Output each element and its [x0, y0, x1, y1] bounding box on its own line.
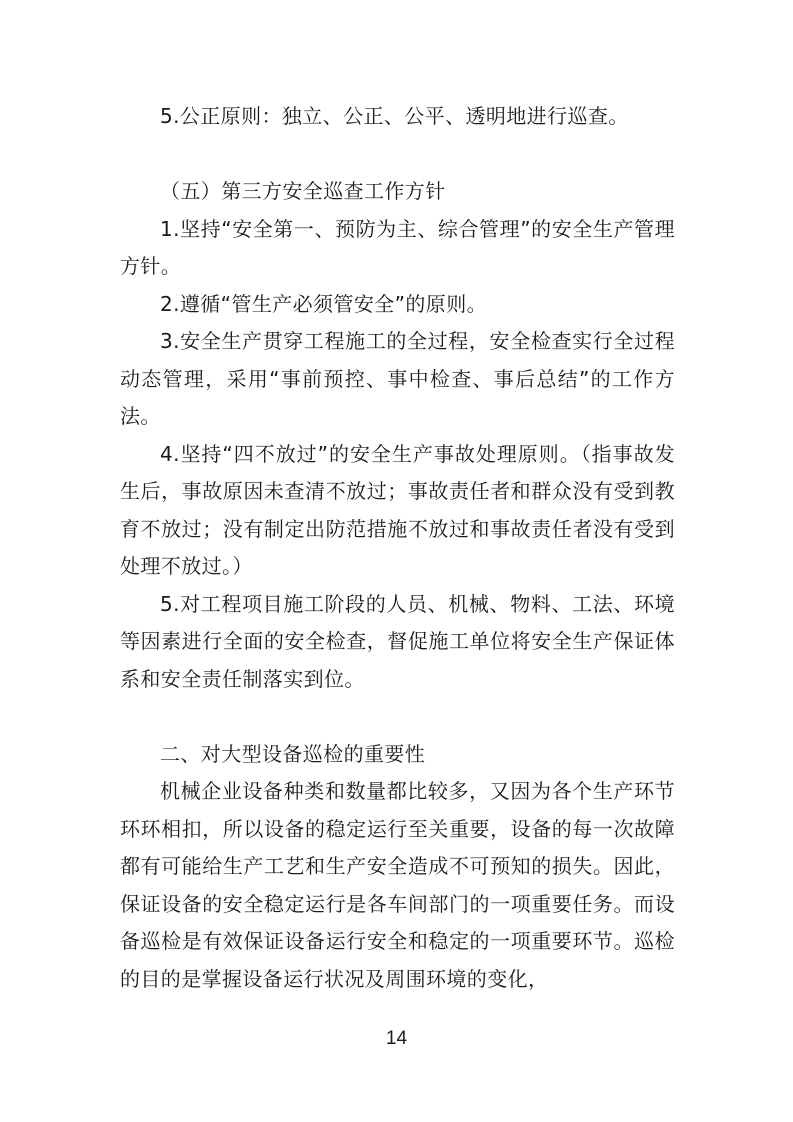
- section-heading-five: （五）第三方安全巡查工作方针: [160, 179, 446, 203]
- paragraph-inspection-importance: 机械企业设备种类和数量都比较多，又因为各个生产环节环环相扣，所以设备的稳定运行至关重要，设备的每一次故障都有可能给生产工艺和生产安全造成不可预知的损失。因此，保证设备的安全稳定运行是各车间部门的一项重要任务。而设备巡检是有效保证设备运行安全和稳定的一项重要环节。巡检的目的是掌握设备运行状况及周围环境的变化，: [120, 779, 675, 991]
- section-heading-two: 二、对大型设备巡检的重要性: [160, 741, 426, 766]
- paragraph-principle-5: 5.公正原则：独立、公正、公平、透明地进行巡查。: [160, 104, 629, 128]
- paragraph-policy-5: 5.对工程项目施工阶段的人员、机械、物料、工法、环境等因素进行全面的安全检查，督促施工单位将安全生产保证体系和安全责任制落实到位。: [120, 591, 675, 691]
- page-number: 14: [385, 1028, 408, 1049]
- document-body: [120, 98, 675, 998]
- paragraph-policy-3: 3.安全生产贯穿工程施工的全过程，安全检查实行全过程动态管理，采用“事前预控、事中检查、事后总结”的工作方法。: [120, 329, 675, 428]
- spacer: [120, 136, 675, 174]
- paragraph-policy-2: 2.遵循“管生产必须管安全”的原则。: [160, 291, 488, 316]
- paragraph-policy-4: 4.坚持“四不放过”的安全生产事故处理原则。（指事故发生后，事故原因未查清不放过；事故责任者和群众没有受到教育不放过；没有制定出防范措施不放过和事故责任者没有受到处理不放过。）: [120, 441, 675, 578]
- paragraph-policy-1: 1.坚持“安全第一、预防为主、综合管理”的安全生产管理方针。: [120, 216, 675, 278]
- spacer: [120, 698, 675, 736]
